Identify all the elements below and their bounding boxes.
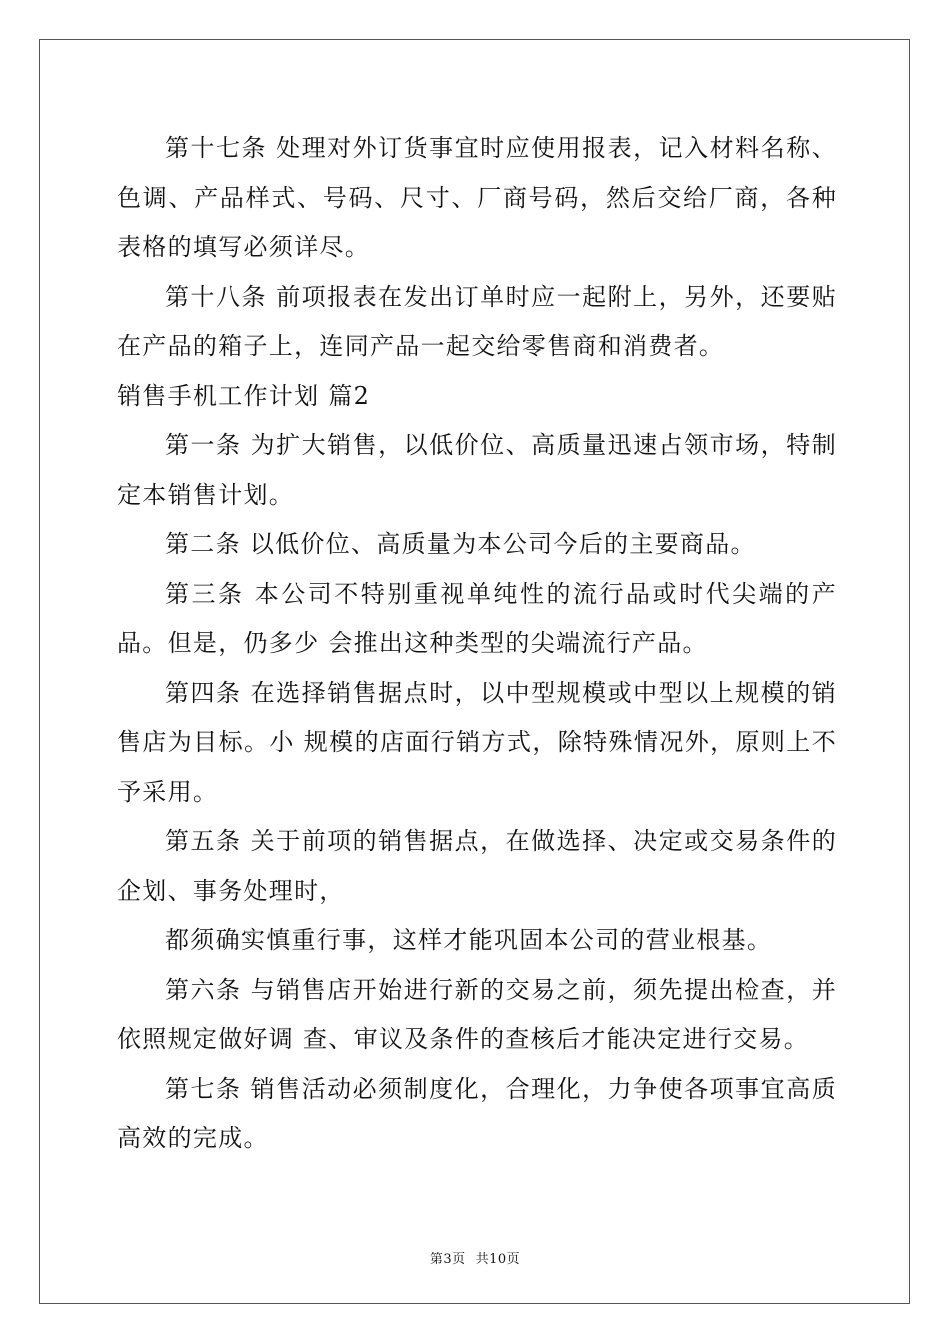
section-heading: 销售手机工作计划 篇2	[117, 381, 371, 410]
paragraph-article-4: 第四条 在选择销售据点时，以中型规模或中型以上规模的销售店为目标。小 规模的店面行销方式，除特殊情况外，原则上不予采用。	[117, 678, 837, 806]
paragraph-article-5: 第五条 关于前项的销售据点，在做选择、决定或交易条件的企划、事务处理时，	[117, 827, 837, 905]
document-body	[117, 124, 837, 1164]
paragraph-article-3: 第三条 本公司不特别重视单纯性的流行品或时代尖端的产品。但是，仍多少 会推出这种类型的尖端流行产品。	[117, 579, 837, 657]
paragraph-article-18: 第十八条 前项报表在发出订单时应一起附上，另外，还要贴在产品的箱子上，连同产品一起交给零售商和消费者。	[117, 282, 837, 360]
paragraph-article-1: 第一条 为扩大销售，以低价位、高质量迅速占领市场，特制定本销售计划。	[117, 431, 837, 509]
paragraph-article-6: 第六条 与销售店开始进行新的交易之前，须先提出检查，并依照规定做好调 查、审议及条件的查核后才能决定进行交易。	[117, 975, 837, 1053]
paragraph-article-2: 第二条 以低价位、高质量为本公司今后的主要商品。	[165, 530, 756, 558]
paragraph-article-17: 第十七条 处理对外订货事宜时应使用报表，记入材料名称、色调、产品样式、号码、尺寸、厂商号码，然后交给厂商，各种表格的填写必须详尽。	[117, 134, 837, 261]
page-number: 第3页	[429, 1252, 466, 1267]
page-footer	[0, 1248, 950, 1267]
paragraph-article-5-continued: 都须确实慎重行事，这样才能巩固本公司的营业根基。	[165, 926, 773, 954]
paragraph-article-7: 第七条 销售活动必须制度化，合理化，力争使各项事宜高质高效的完成。	[117, 1074, 837, 1152]
page-total: 共10页	[475, 1252, 521, 1267]
